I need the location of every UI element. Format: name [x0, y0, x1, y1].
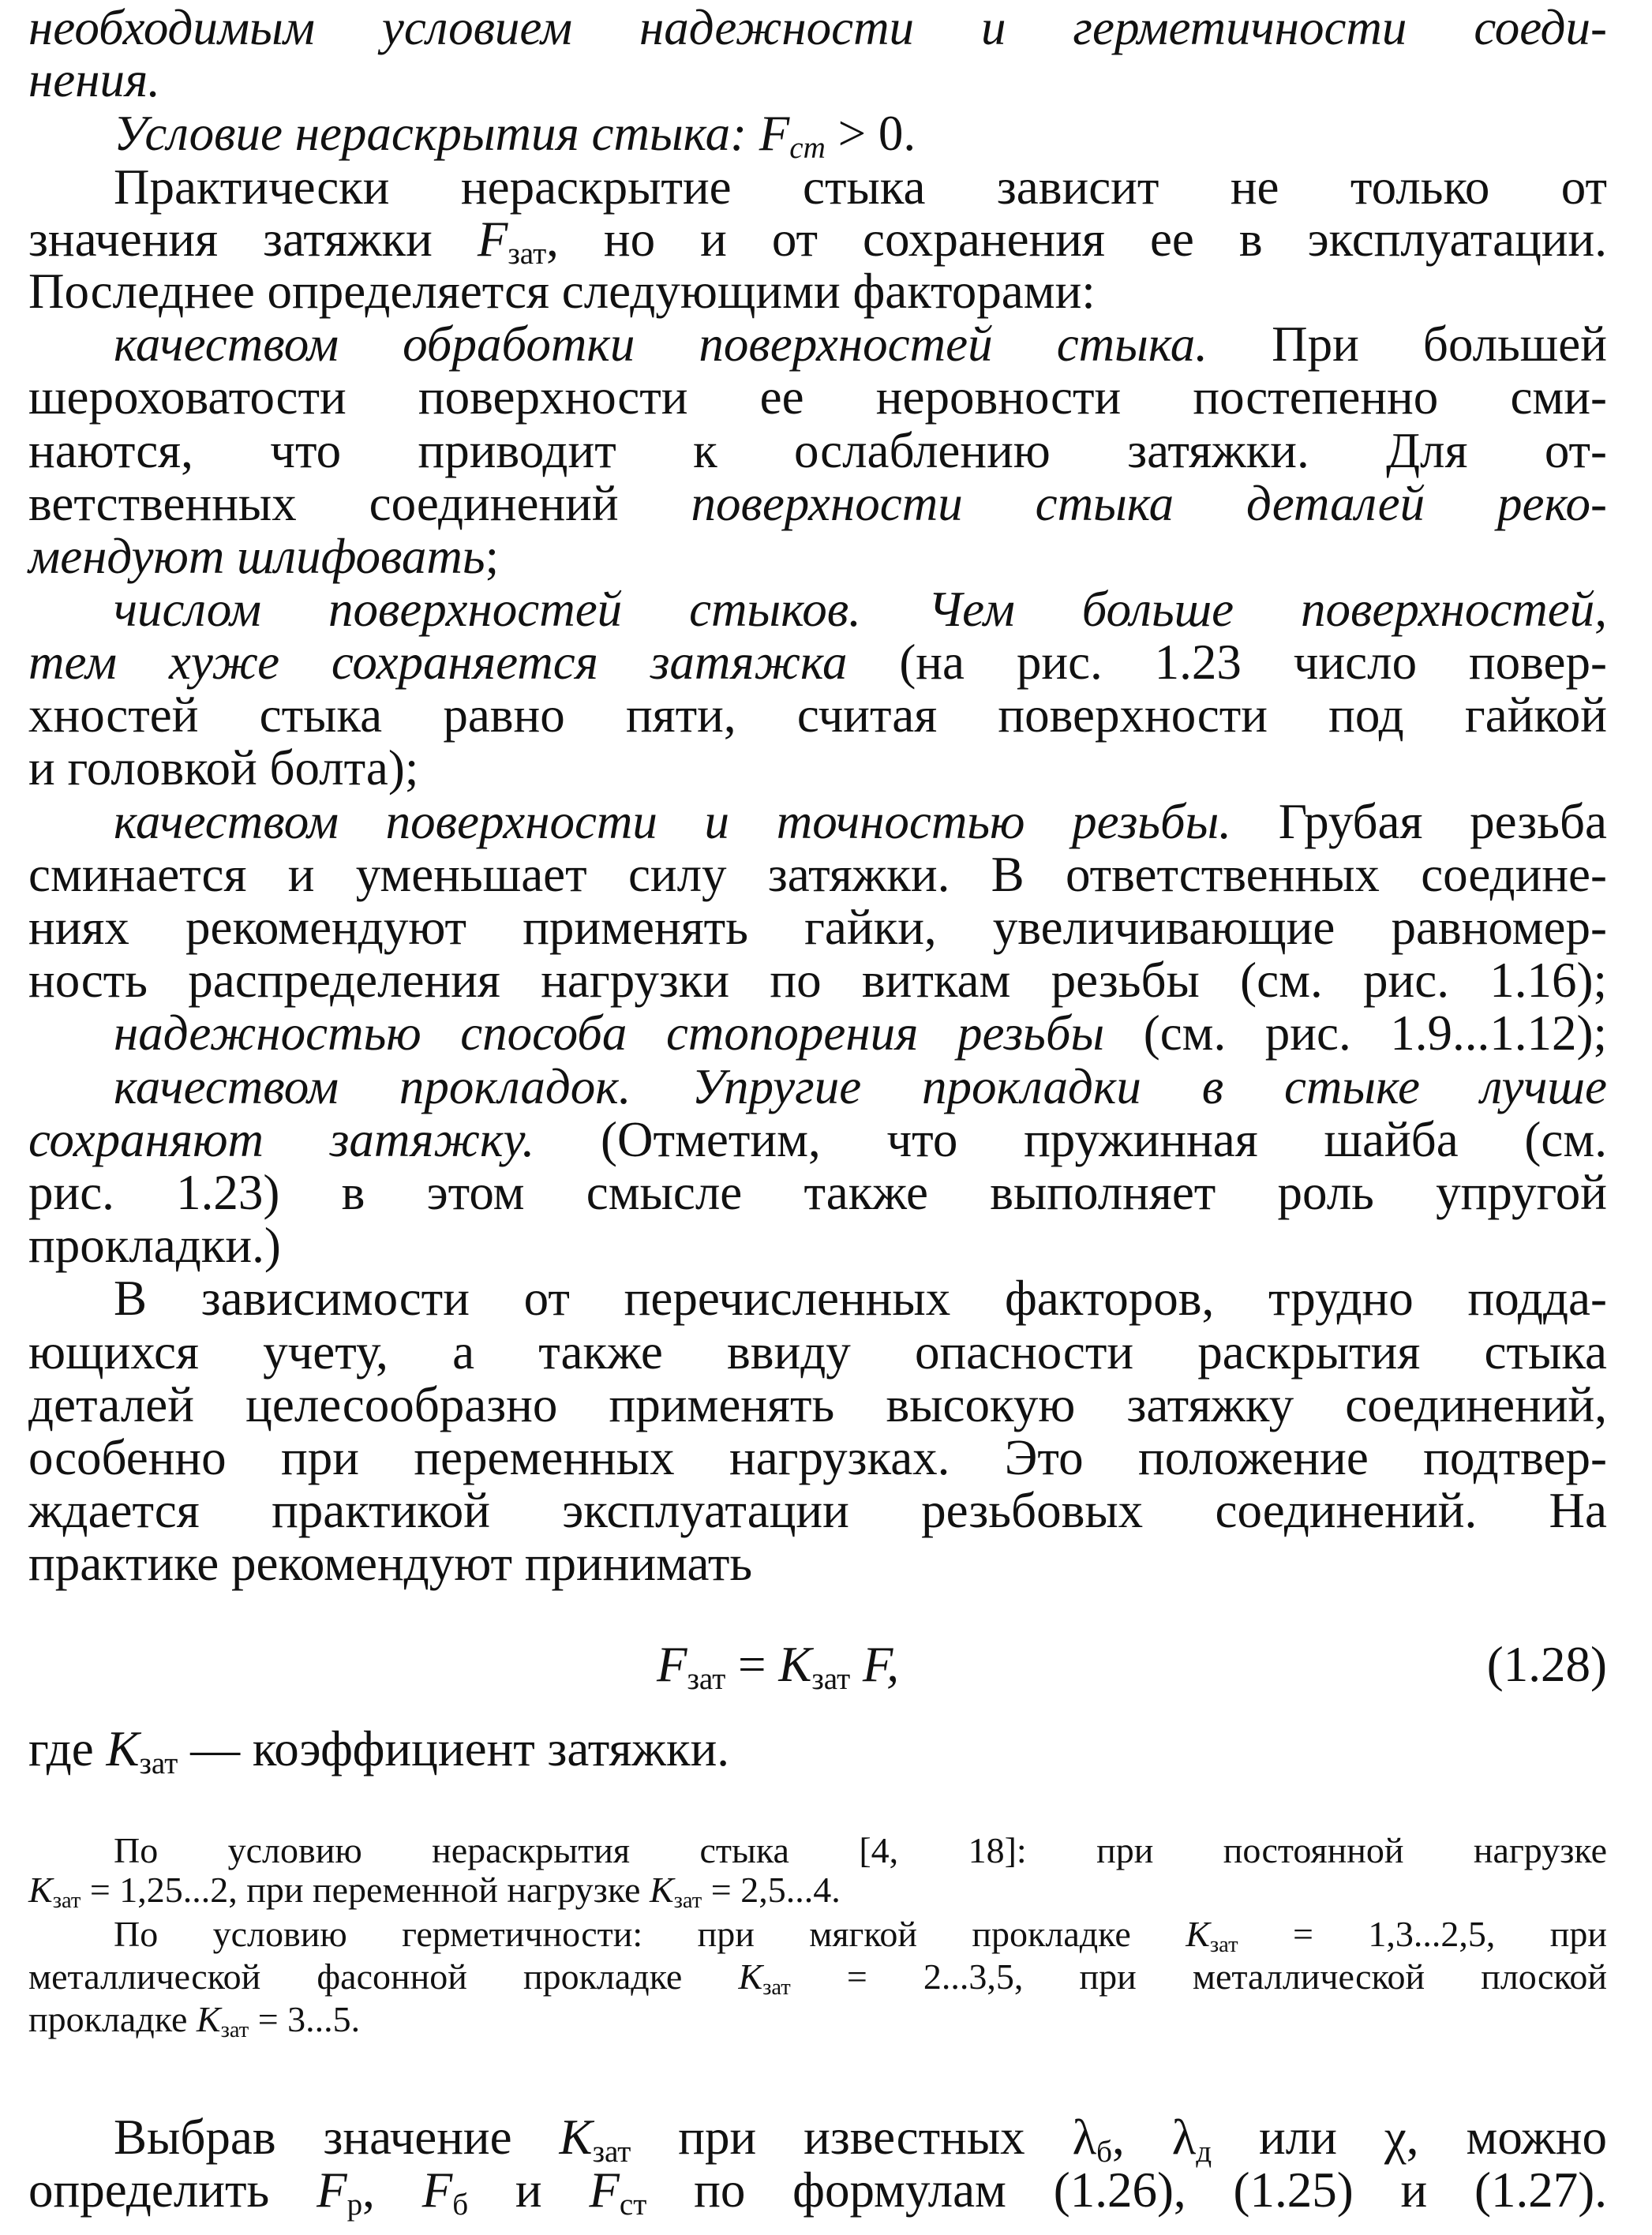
text-line: деталей целесообразно применять высокую затяжку соединений, — [28, 1377, 1607, 1432]
text-line: ющихся учету, а также ввиду опасности раскрытия стыка — [28, 1324, 1607, 1380]
text-line: качеством поверхности и точностью резьбы. Грубая резьба — [114, 794, 1608, 849]
equation-1-28: $F_{зат} = K_{зат}$ F, — [657, 1637, 900, 1696]
text-line: Последнее определяется следующими факторами: — [28, 264, 1096, 319]
text-line: сохраняют затяжку. (Отметим, что пружинная шайба (см. — [28, 1112, 1607, 1167]
text-line: мендуют шлифовать; — [28, 529, 500, 584]
text-line: качеством прокладок. Упругие прокладки в стыке лучше — [114, 1059, 1607, 1114]
text-line: качеством обработки поверхностей стыка. При большей — [114, 316, 1607, 372]
text-line: значения затяжки $F_{зат}$, но и от сохранения ее в эксплуатации. — [28, 212, 1607, 271]
text-line: определить $F_р$, $F_б$ и $F_{ст}$ по формулам (1.26), (1.25) и (1.27). — [28, 2162, 1608, 2222]
text-line: хностей стыка равно пяти, считая поверхности под гайкой — [28, 687, 1607, 743]
text-line: ность распределения нагрузки по виткам резьбы (см. рис. 1.16); — [28, 953, 1607, 1008]
text-line: ветственных соединений поверхности стыка деталей реко- — [28, 476, 1607, 531]
text-line: ждается практикой эксплуатации резьбовых соединений. На — [28, 1483, 1607, 1538]
text-line: особенно при переменных нагрузках. Это положение подтвер- — [28, 1430, 1607, 1485]
note-line: прокладке $K_{зат} = 3...5$. — [28, 1999, 361, 2043]
text-line: необходимым условием надежности и герметичности соеди- — [28, 0, 1607, 55]
equation-number: (1.28) — [1486, 1637, 1607, 1692]
text-line: прокладки.) — [28, 1218, 281, 1273]
text-line: Практически нераскрытие стыка зависит не только от — [114, 159, 1607, 215]
text-line: Выбрав значение $K_{зат}$ при известных $\lambda_б$, $\lambda_д$ или χ, можно — [114, 2110, 1607, 2169]
text-line: ниях рекомендуют применять гайки, увеличивающие равномер- — [28, 900, 1607, 955]
document-page — [28, 0, 1607, 2235]
text-line: шероховатости поверхности ее неровности постепенно сми- — [28, 369, 1607, 425]
text-line: В зависимости от перечисленных факторов, трудно подда- — [114, 1271, 1607, 1326]
text-line: и головкой болта); — [28, 740, 419, 796]
text-line: наются, что приводит к ослаблению затяжки. Для от- — [28, 423, 1607, 478]
text-line: практике рекомендуют принимать — [28, 1536, 753, 1591]
text-line: числом поверхностей стыков. Чем больше поверхностей, — [114, 582, 1607, 637]
note-line: металлической фасонной прокладке $K_{зат} = 2...3,5$, при металлической плоской — [28, 1956, 1607, 2001]
text-line: Условие нераскрытия стыка: $F_{ст} > 0$. — [114, 106, 916, 165]
note-line: $K_{зат} = 1,25...2$, при переменной нагрузке $K_{зат} = 2,5...4$. — [28, 1870, 841, 1914]
text-line: тем хуже сохраняется затяжка (на рис. 1.23 число повер- — [28, 635, 1607, 690]
text-line: нения. — [28, 52, 161, 107]
text-line: сминается и уменьшает силу затяжки. В ответственных соедине- — [28, 847, 1607, 902]
note-line: По условию герметичности: при мягкой прокладке $K_{зат} = 1,3...2,5$, при — [114, 1914, 1607, 1958]
text-line: рис. 1.23) в этом смысле также выполняет роль упругой — [28, 1165, 1607, 1220]
text-line: где $K_{зат}$ — коэффициент затяжки. — [28, 1721, 730, 1780]
text-line: надежностью способа стопорения резьбы (см. рис. 1.9...1.12); — [114, 1005, 1607, 1061]
note-line: По условию нераскрытия стыка [4, 18]: при постоянной нагрузке — [114, 1830, 1607, 1870]
